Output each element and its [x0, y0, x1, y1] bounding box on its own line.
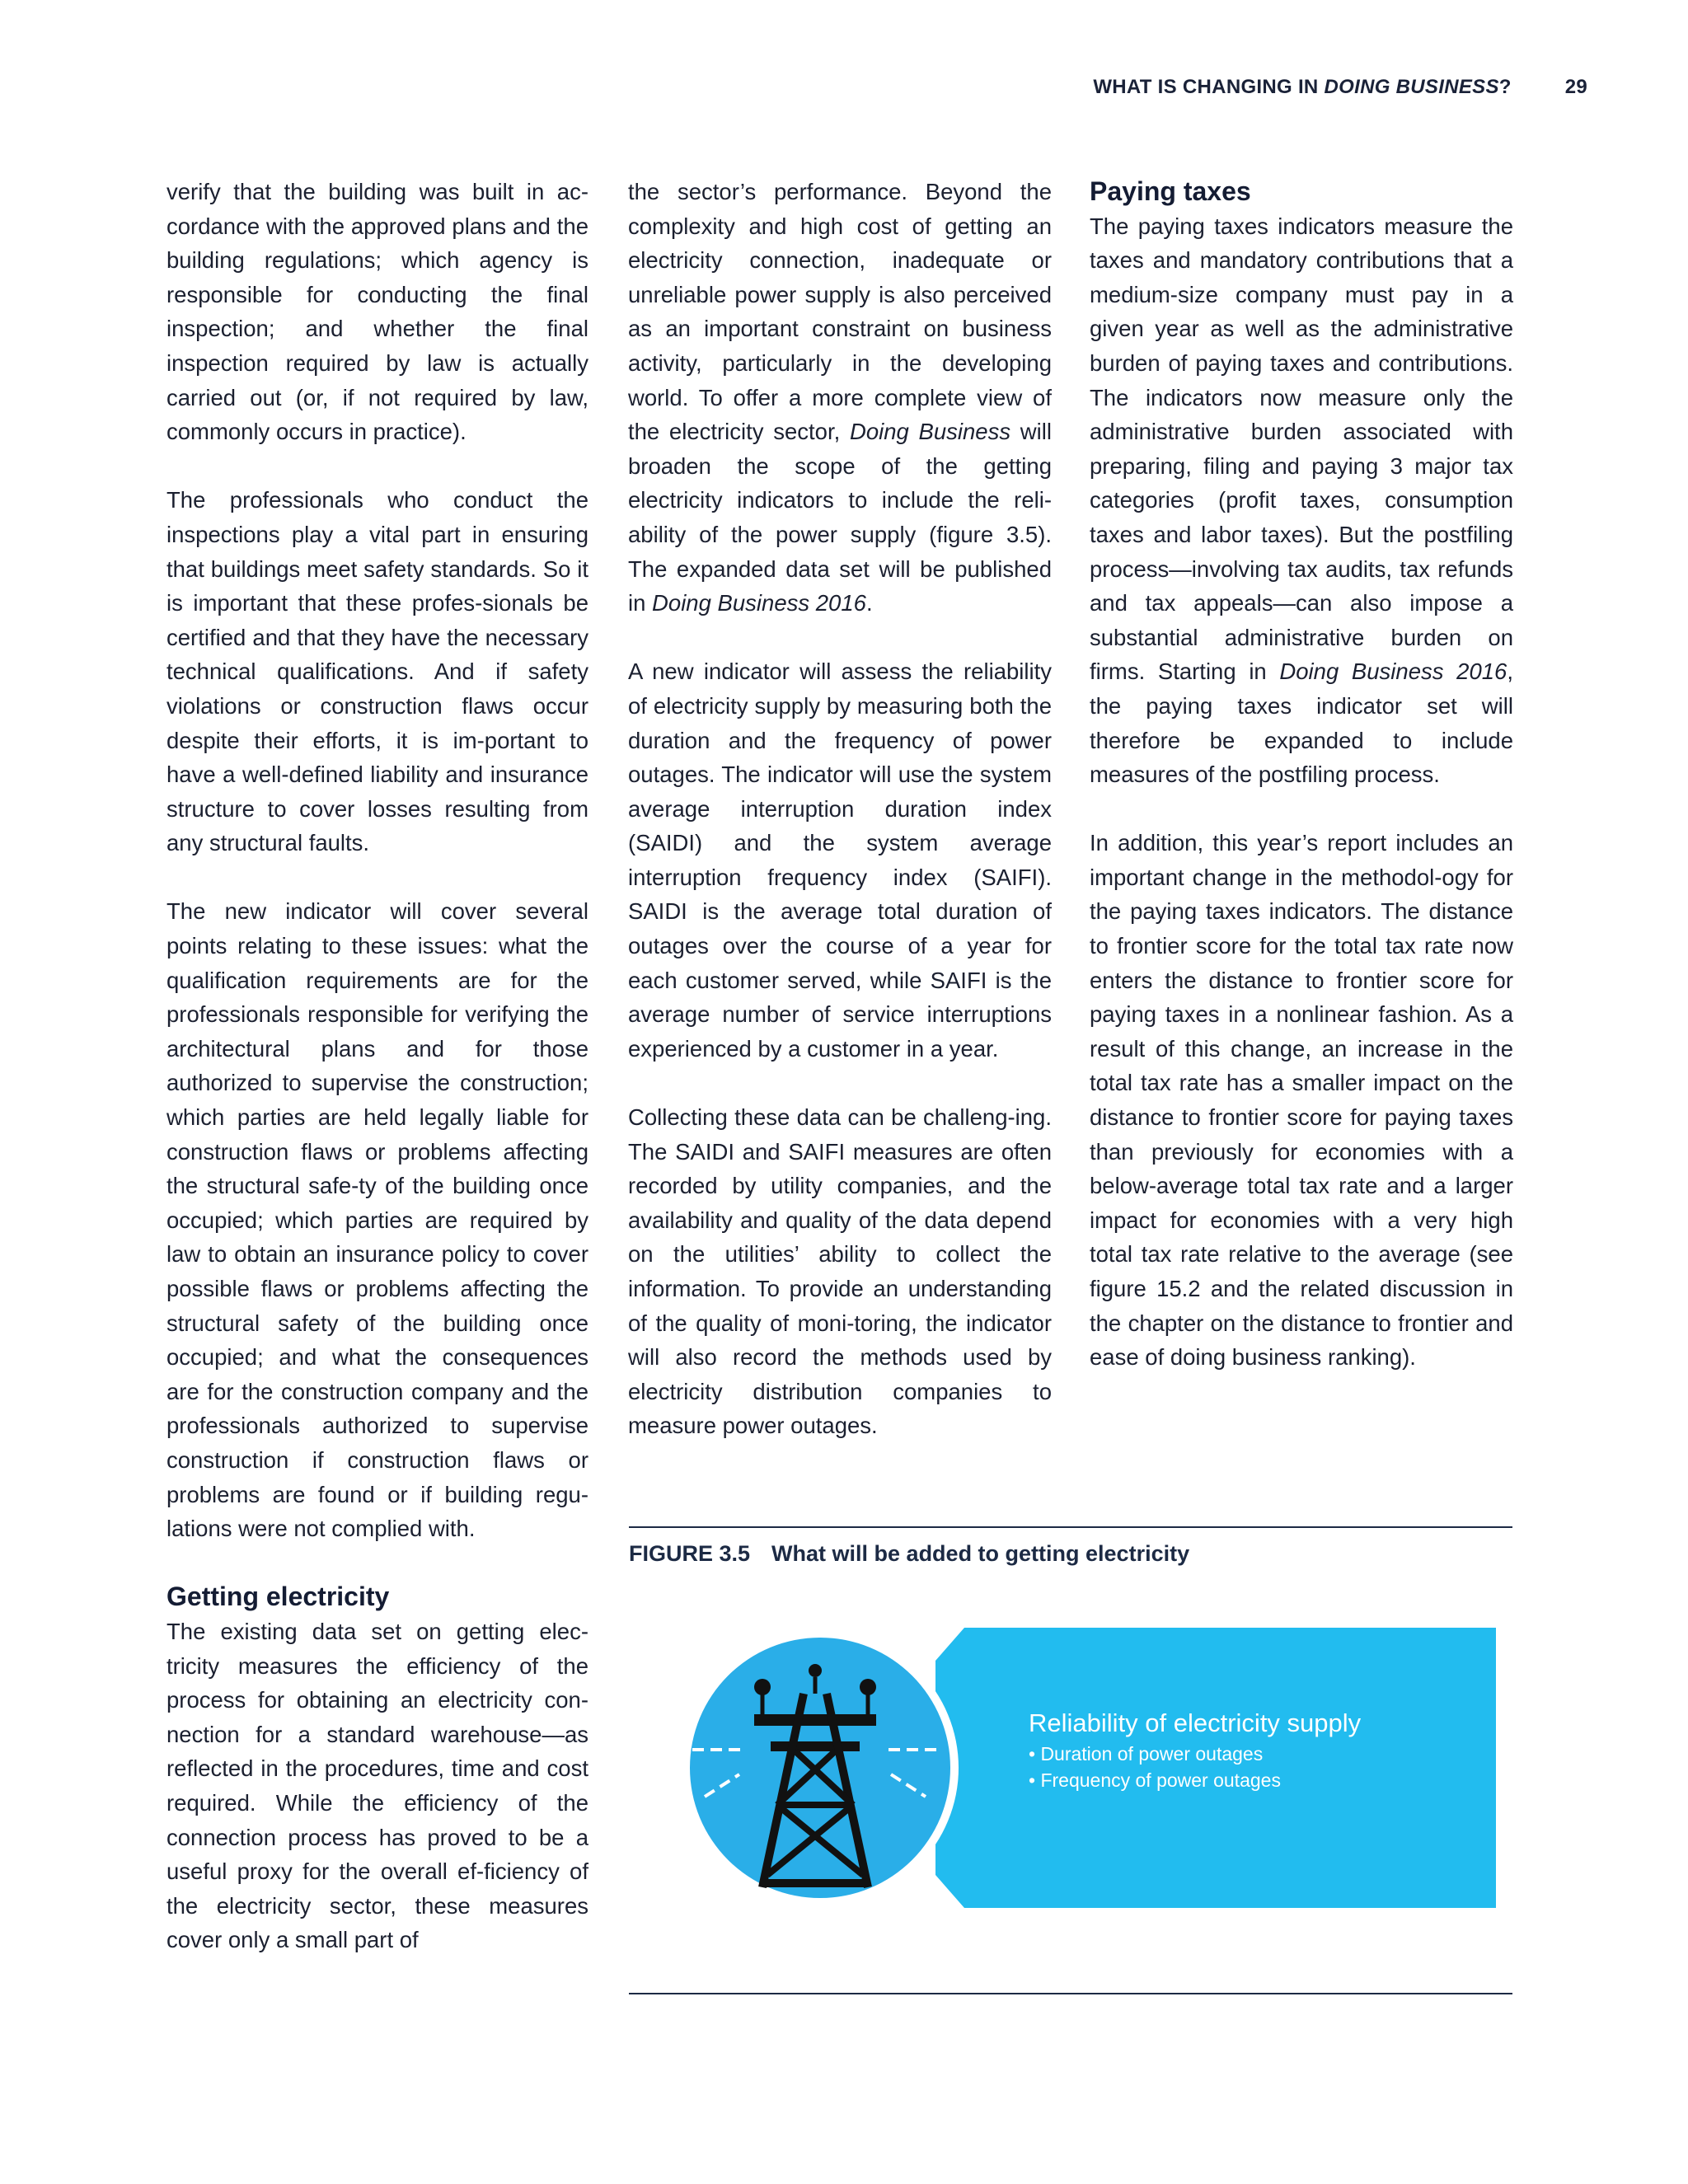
page-number: 29 [1564, 76, 1587, 98]
paragraph: The new indicator will cover several points relating to these issues: what the qualification requirements are for the professionals responsible for verifying the architectural plans and for those authorized to supervise the construction; which parties are held legally liable for construction flaws or problems affecting the structural safe-ty of the building once occupied; which parties are required by law to obtain an insurance policy to cover possible flaws or problems affecting the structural safety of the building once occupied; and what the consequences are for the construction company and the professionals authorized to supervise construction if construction flaws or problems are found or if building regu-lations were not complied with. [166, 898, 588, 1542]
column-1 [166, 175, 588, 1991]
banner-item: • Duration of power outages [1029, 1743, 1264, 1765]
column-2 [628, 175, 1052, 1478]
paragraph: verify that the building was built in ac-cordance with the approved plans and the building regulations; which agency is responsible for conducting the final inspection; and whether the final inspection required by law is actually carried out (or, if not required by law, commonly occurs in practice). [166, 179, 588, 445]
figure-caption [629, 1541, 1189, 1567]
paragraph: The paying taxes indicators measure the taxes and mandatory contributions that a medium-size company must pay in a given year as well as the administrative burden of paying taxes and contributions. The indicators now measure only the administrative burden associated with preparing, filing and paying 3 major tax categories (profit taxes, consumption taxes and labor taxes). But the postfiling process—involving tax audits, tax refunds and tax appeals—can also impose a substantial administrative burden on firms. Starting in Doing Business 2016, the paying taxes indicator set will therefore be expanded to include measures of the postfiling process. [1090, 213, 1513, 788]
column-3 [1090, 175, 1513, 1408]
figure-title: What will be added to getting electricity [771, 1541, 1190, 1566]
banner-text [1029, 1706, 1361, 1793]
paragraph: The existing data set on getting elec-tricity measures the efficiency of the process for obtaining an electricity con-nection for a standard warehouse—as reflected in the procedures, time and cost required. While the efficiency of the connection process has proved to be a useful proxy for the overall ef-ficiency of the electricity sector, these measures cover only a small part of [166, 1618, 588, 1953]
paragraph: the sector’s performance. Beyond the complexity and high cost of getting an electricity connection, inadequate or unreliable power supply is also perceived as an important constraint on business activity, particularly in the developing world. To offer a more complete view of the electricity sector, Doing Business will broaden the scope of the getting electricity indicators to include the reli-ability of the power supply (figure 3.5). The expanded data set will be published in Doing Business 2016. [628, 179, 1052, 616]
paragraph: In addition, this year’s report includes an important change in the methodol-ogy for the paying taxes indicators. The distance to frontier score for the total tax rate now enters the distance to frontier score for paying taxes in a nonlinear fashion. As a result of this change, an increase in the total tax rate has a smaller impact on the distance to frontier score for paying taxes than previously for economies with a below-average total tax rate and a larger impact for economies with a very high total tax rate relative to the average (see figure 15.2 and the related discussion in the chapter on the distance to frontier and ease of doing business ranking). [1090, 830, 1513, 1371]
section-heading-paying-taxes: Paying taxes [1090, 176, 1251, 206]
figure-bottom-rule [629, 1993, 1512, 1994]
figure-number: FIGURE 3.5 [629, 1541, 751, 1566]
running-head [1093, 76, 1587, 99]
paragraph: Collecting these data can be challeng-ing. The SAIDI and SAIFI measures are often recorded by utility companies, and the availability and quality of the data depend on the utilities’ ability to collect the information. To provide an understanding of the quality of moni-toring, the indicator will also record the methods used by electricity distribution companies to measure power outages. [628, 1104, 1052, 1439]
running-head-title: WHAT IS CHANGING IN DOING BUSINESS? [1093, 76, 1512, 98]
paragraph: A new indicator will assess the reliability of electricity supply by measuring both the duration and the frequency of power outages. The indicator will use the system average interruption duration index (SAIDI) and the system average interruption frequency index (SAIFI). SAIDI is the average total duration of outages over the course of a year for each customer served, while SAIFI is the average number of service interruptions experienced by a customer in a year. [628, 658, 1052, 1062]
section-heading-getting-electricity: Getting electricity [166, 1582, 390, 1612]
figure-top-rule [629, 1526, 1512, 1528]
paragraph: The professionals who conduct the inspections play a vital part in ensuring that buildings meet safety standards. So it is important that these profes-sionals be certified and that they have the necessary technical qualifications. And if safety violations or construction flaws occur despite their efforts, it is im-portant to have a well-defined liability and insurance structure to cover losses resulting from any structural faults. [166, 487, 588, 856]
banner-item: • Frequency of power outages [1029, 1769, 1281, 1791]
banner-title: Reliability of electricity supply [1029, 1708, 1362, 1737]
